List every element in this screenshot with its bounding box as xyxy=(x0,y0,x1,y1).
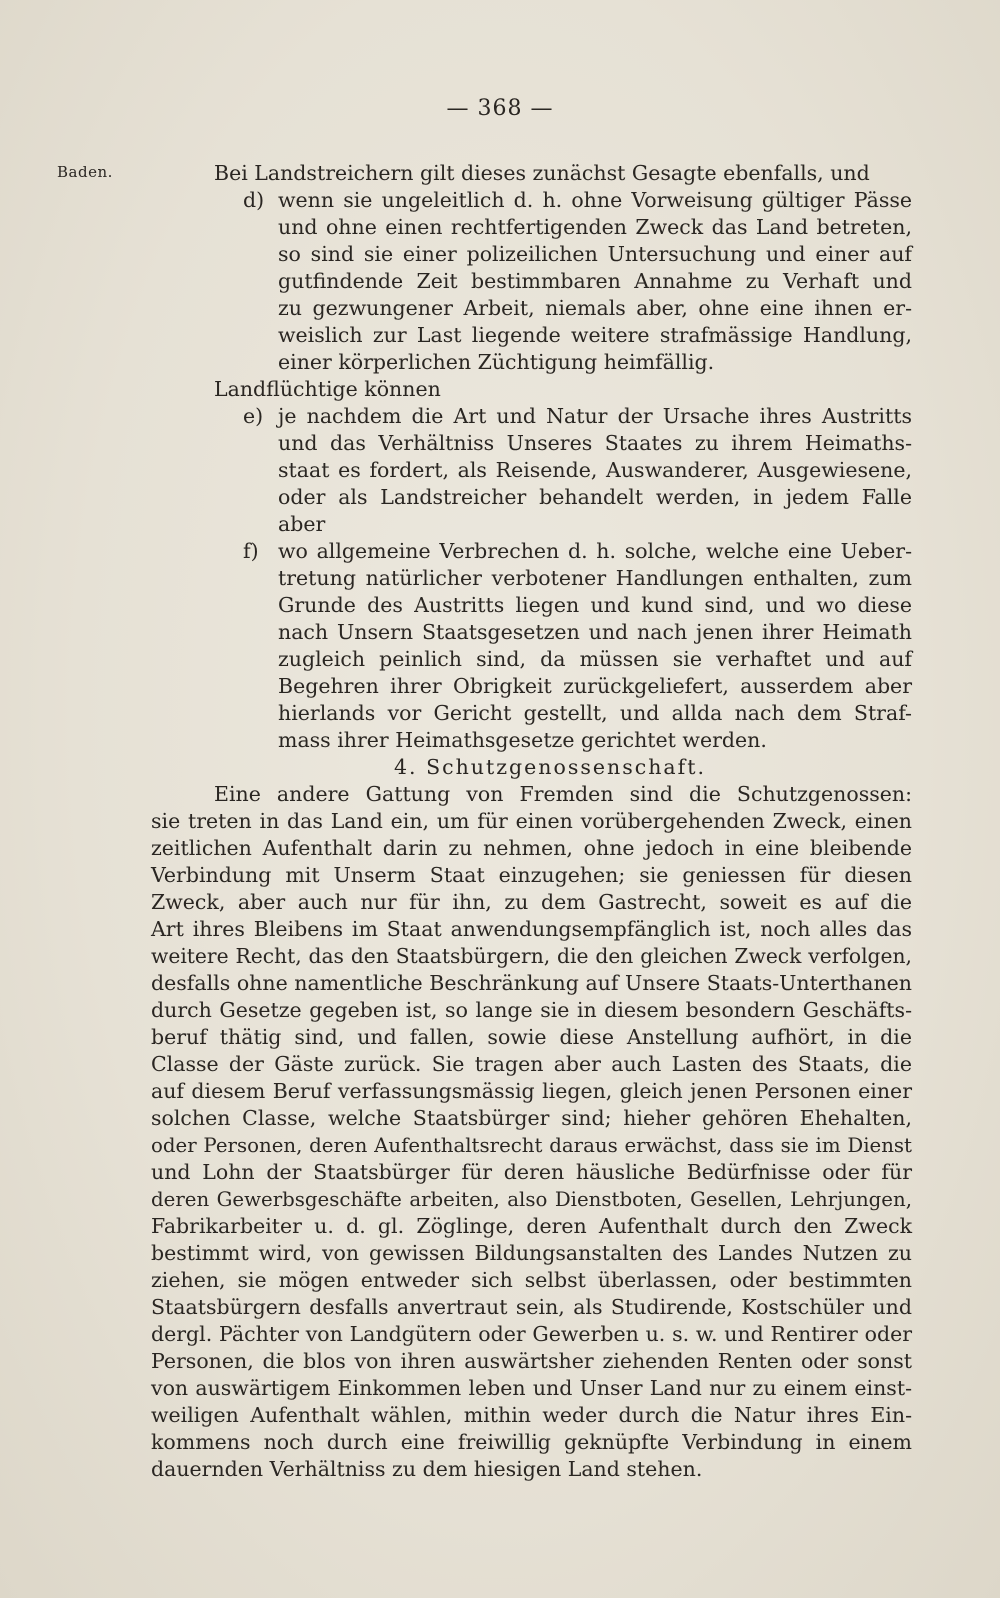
text-line: und Lohn der Staatsbürger für deren häusliche Bedürfnisse oder für xyxy=(151,1160,912,1184)
text-line: Staatsbürgern desfalls anvertraut sein, als Studirende, Kostschüler und xyxy=(151,1295,912,1319)
text-line: tretung natürlicher verbotener Handlungen enthalten, zum xyxy=(278,566,912,590)
text-line: und ohne einen rechtfertigenden Zweck das Land betreten, xyxy=(278,215,912,239)
block1-intro: Bei Landstreichern gilt dieses zunächst Gesagte ebenfalls, und xyxy=(214,161,870,185)
text-line: je nachdem die Art und Natur der Ursache ihres Austritts xyxy=(278,404,912,428)
text-line: aber xyxy=(278,512,326,536)
text-line: weiligen Aufenthalt wählen, mithin weder durch die Natur ihres Ein- xyxy=(151,1403,912,1427)
text-line: Art ihres Bleibens im Staat anwendungsempfänglich ist, noch alles das xyxy=(151,917,912,941)
text-line: dergl. Pächter von Landgütern oder Gewerben u. s. w. und Rentirer oder xyxy=(151,1322,912,1346)
text-line: kommens noch durch eine freiwillig geknüpfte Verbindung in einem xyxy=(151,1430,912,1454)
text-line: solchen Classe, welche Staatsbürger sind; hieher gehören Ehehalten, xyxy=(151,1106,912,1130)
text-line: Verbindung mit Unserm Staat einzugehen; sie geniessen für diesen xyxy=(151,863,912,887)
text-line: beruf thätig sind, und fallen, sowie diese Anstellung aufhört, in die xyxy=(151,1025,912,1049)
text-line: dauernden Verhältniss zu dem hiesigen Land stehen. xyxy=(151,1457,703,1481)
block2-intro: Landflüchtige können xyxy=(214,377,441,401)
text-line: weitere Recht, das den Staatsbürgern, die den gleichen Zweck verfolgen, xyxy=(151,944,912,968)
text-line: weislich zur Last liegende weitere strafmässige Handlung, xyxy=(278,323,912,347)
text-line: zeitlichen Aufenthalt darin zu nehmen, ohne jedoch in eine bleibende xyxy=(151,836,912,860)
list-marker-e: e) xyxy=(243,404,264,428)
text-line: Begehren ihrer Obrigkeit zurückgeliefert, ausserdem aber xyxy=(278,674,912,698)
text-line: mass ihrer Heimathsgesetze gerichtet werden. xyxy=(278,728,767,752)
section-heading: 4. Schutzgenossenschaft. xyxy=(394,755,706,779)
text-line: bestimmt wird, von gewissen Bildungsanstalten des Landes Nutzen zu xyxy=(151,1241,912,1265)
text-line: wenn sie ungeleitlich d. h. ohne Vorweisung gültiger Pässe xyxy=(278,188,912,212)
text-line: so sind sie einer polizeilichen Untersuchung und einer auf xyxy=(278,242,912,266)
list-marker-f: f) xyxy=(243,539,259,563)
list-marker-d: d) xyxy=(243,188,265,212)
text-line: oder Personen, deren Aufenthaltsrecht daraus erwächst, dass sie im Dienst xyxy=(151,1134,912,1157)
text-line: zu gezwungener Arbeit, niemals aber, ohne eine ihnen er- xyxy=(278,296,912,320)
text-line: Eine andere Gattung von Fremden sind die Schutzgenossen: xyxy=(214,782,912,806)
text-line: Zweck, aber auch nur für ihn, zu dem Gastrecht, soweit es auf die xyxy=(151,890,912,914)
text-line: wo allgemeine Verbrechen d. h. solche, welche eine Ueber- xyxy=(278,539,912,563)
page-number: — 368 — xyxy=(446,96,554,121)
text-line: staat es fordert, als Reisende, Auswanderer, Ausgewiesene, xyxy=(278,458,912,482)
text-line: Classe der Gäste zurück. Sie tragen aber auch Lasten des Staats, die xyxy=(151,1052,912,1076)
text-line: desfalls ohne namentliche Beschränkung auf Unsere Staats-Unterthanen xyxy=(151,971,912,995)
text-line: Grunde des Austritts liegen und kund sind, und wo diese xyxy=(278,593,912,617)
text-line: Fabrikarbeiter u. d. gl. Zöglinge, deren Aufenthalt durch den Zweck xyxy=(151,1214,912,1238)
text-line: deren Gewerbsgeschäfte arbeiten, also Dienstboten, Gesellen, Lehrjungen, xyxy=(151,1188,912,1211)
text-line: oder als Landstreicher behandelt werden, in jedem Falle xyxy=(278,485,912,509)
text-line: auf diesem Beruf verfassungsmässig liegen, gleich jenen Personen einer xyxy=(151,1079,912,1103)
text-line: Personen, die blos von ihren auswärtsher ziehenden Renten oder sonst xyxy=(151,1349,912,1373)
margin-note: Baden. xyxy=(57,163,113,181)
text-line: von auswärtigem Einkommen leben und Unser Land nur zu einem einst- xyxy=(151,1376,912,1400)
text-line: durch Gesetze gegeben ist, so lange sie in diesem besondern Geschäfts- xyxy=(151,998,912,1022)
text-line: ziehen, sie mögen entweder sich selbst überlassen, oder bestimmten xyxy=(151,1268,912,1292)
text-line: zugleich peinlich sind, da müssen sie verhaftet und auf xyxy=(278,647,912,671)
text-line: sie treten in das Land ein, um für einen vorübergehenden Zweck, einen xyxy=(151,809,912,833)
text-line: hierlands vor Gericht gestellt, und allda nach dem Straf- xyxy=(278,701,912,725)
text-line: gutfindende Zeit bestimmbaren Annahme zu Verhaft und xyxy=(278,269,912,293)
text-line: und das Verhältniss Unseres Staates zu ihrem Heimaths- xyxy=(278,431,912,455)
text-line: nach Unsern Staatsgesetzen und nach jenen ihrer Heimath xyxy=(278,620,912,644)
text-line: einer körperlichen Züchtigung heimfällig. xyxy=(278,350,715,374)
